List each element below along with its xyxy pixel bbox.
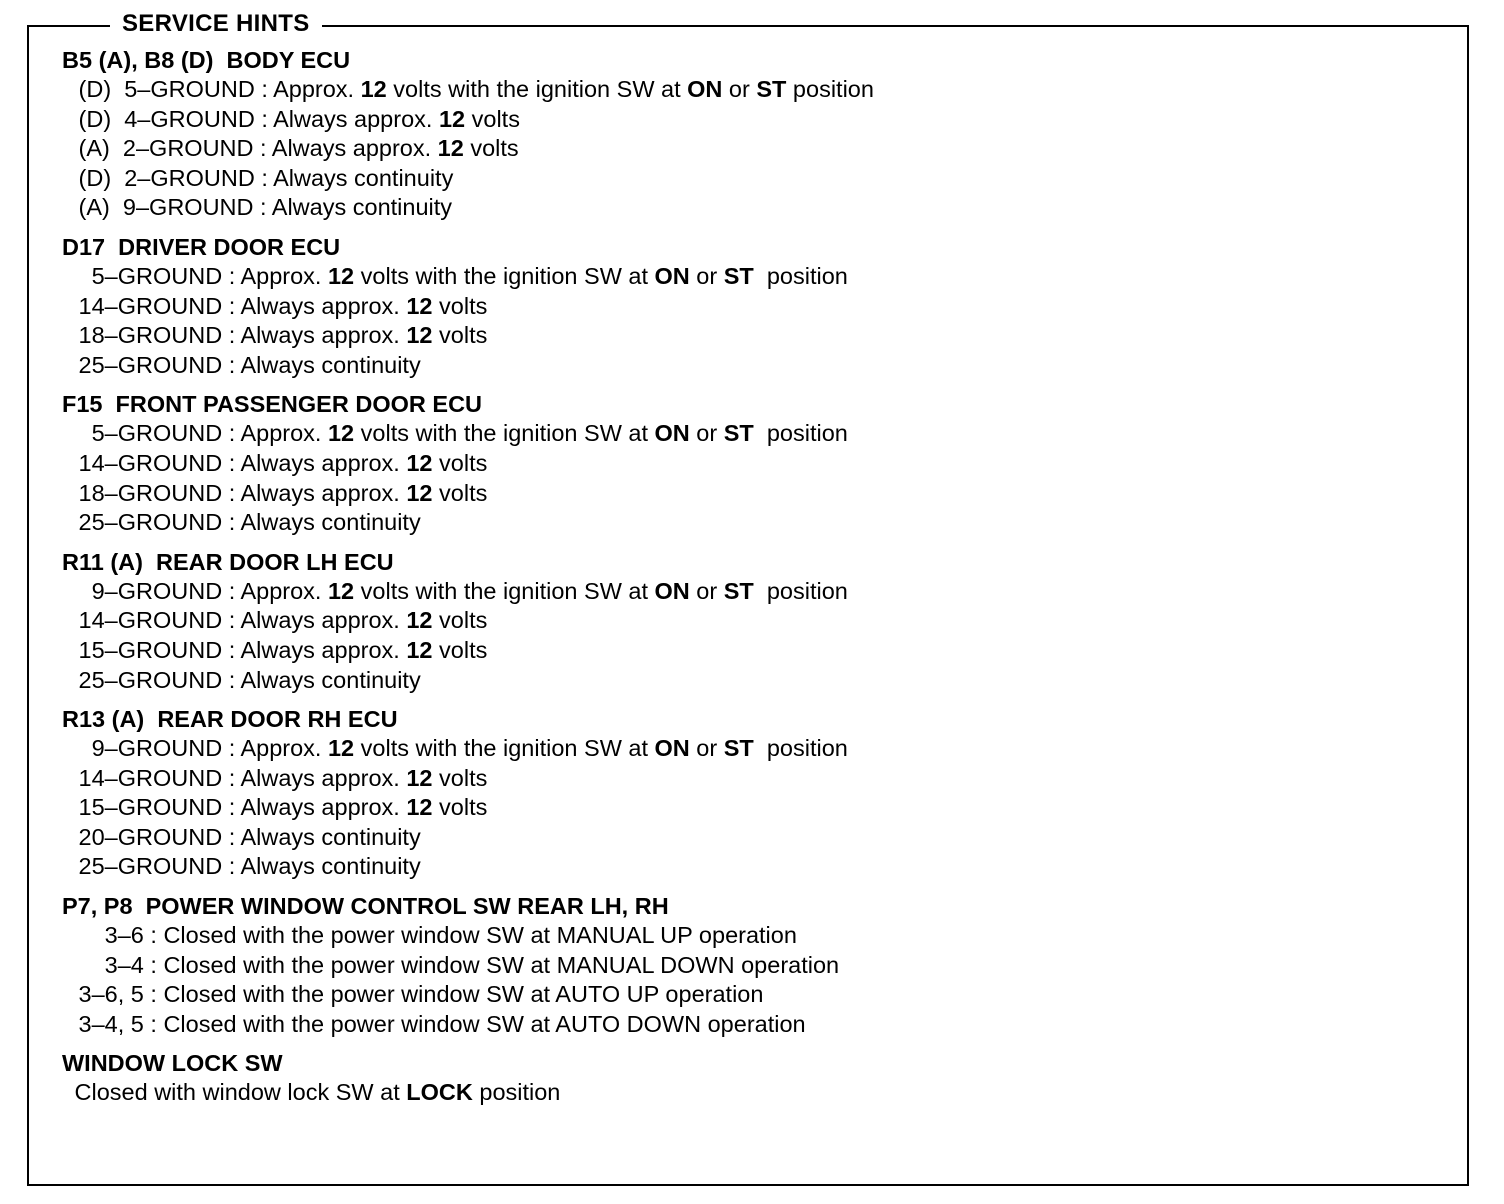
hint-line: 15–GROUND : Always approx. 12 volts [72,794,488,821]
hint-line: Closed with window lock SW at LOCK position [68,1079,561,1106]
section-title: D17 DRIVER DOOR ECU [62,233,341,260]
section-title: F15 FRONT PASSENGER DOOR ECU [62,391,483,418]
hint-line: 3–4, 5 : Closed with the power window SW at AUTO DOWN operation [72,1010,806,1037]
hint-line: 14–GROUND : Always approx. 12 volts [72,764,488,791]
emphasis-value: 12 [406,449,433,476]
emphasis-value: ON [687,76,723,102]
hint-line: 14–GROUND : Always approx. 12 volts [72,607,488,634]
hint-line: 15–GROUND : Always approx. 12 volts [72,636,488,663]
hint-line: 18–GROUND : Always approx. 12 volts [72,479,488,506]
emphasis-value: ST [723,735,754,762]
section [62,547,1452,695]
hint-line: 5–GROUND : Approx. 12 volts with the ignition SW at ON or ST position [72,420,848,447]
hint-line: 5–GROUND : Approx. 12 volts with the ignition SW at ON or ST position [72,262,848,289]
hint-line: 9–GROUND : Approx. 12 volts with the ignition SW at ON or ST position [72,735,848,762]
section [62,1048,1452,1108]
section-title: R11 (A) REAR DOOR LH ECU [62,548,394,575]
emphasis-value: 12 [360,76,387,102]
emphasis-value: 12 [406,292,433,319]
emphasis-value: 12 [327,735,355,762]
hint-line: 9–GROUND : Approx. 12 volts with the ignition SW at ON or ST position [72,577,848,604]
section-title: B5 (A), B8 (D) BODY ECU [62,47,351,73]
hint-line: 3–6, 5 : Closed with the power window SW at AUTO UP operation [72,981,764,1008]
hint-line: (D) 5–GROUND : Approx. 12 volts with the ignition SW at ON or ST position [72,76,874,102]
emphasis-value: 12 [327,577,355,604]
emphasis-value: 12 [406,794,433,821]
emphasis-value: ST [723,577,754,604]
hint-line: 3–4 : Closed with the power window SW at MANUAL DOWN operation [72,951,840,978]
hint-line: 3–6 : Closed with the power window SW at MANUAL UP operation [72,922,797,949]
emphasis-value: 12 [438,105,466,132]
hint-line: 18–GROUND : Always approx. 12 volts [72,322,488,349]
emphasis-value: ON [654,735,690,762]
section-title: P7, P8 POWER WINDOW CONTROL SW REAR LH, RH [62,893,669,920]
emphasis-value: ST [723,420,754,447]
emphasis-value: ST [756,76,787,102]
hint-line: (A) 9–GROUND : Always continuity [72,194,453,221]
section [62,891,1452,1039]
hint-line: 25–GROUND : Always continuity [72,666,421,693]
section [62,232,1452,380]
emphasis-value: ON [654,262,690,289]
hint-line: (A) 2–GROUND : Always approx. 12 volts [72,135,519,162]
section [62,389,1452,537]
hint-line: (D) 4–GROUND : Always approx. 12 volts [72,105,520,132]
hint-line: (D) 2–GROUND : Always continuity [72,164,454,191]
emphasis-value: 12 [406,764,433,791]
emphasis-value: 12 [327,420,355,447]
page-title: SERVICE HINTS [110,8,322,40]
emphasis-value: 12 [406,607,433,634]
hint-line: 14–GROUND : Always approx. 12 volts [72,292,488,319]
emphasis-value: 12 [327,262,355,289]
section-title: R13 (A) REAR DOOR RH ECU [62,706,398,733]
section [62,45,1452,223]
hint-line: 25–GROUND : Always continuity [72,853,421,880]
emphasis-value: 12 [437,135,464,162]
emphasis-value: LOCK [406,1079,473,1106]
emphasis-value: ON [654,420,690,447]
section [62,704,1452,882]
hint-line: 14–GROUND : Always approx. 12 volts [72,449,488,476]
emphasis-value: ON [654,577,690,604]
section-title: WINDOW LOCK SW [62,1050,283,1077]
emphasis-value: 12 [406,636,433,663]
hint-line: 25–GROUND : Always continuity [72,509,421,536]
hint-line: 25–GROUND : Always continuity [72,351,421,378]
service-hints-content [62,45,1452,1117]
hint-line: 20–GROUND : Always continuity [72,823,421,850]
emphasis-value: 12 [406,479,433,506]
emphasis-value: ST [723,262,754,289]
emphasis-value: 12 [406,322,433,349]
